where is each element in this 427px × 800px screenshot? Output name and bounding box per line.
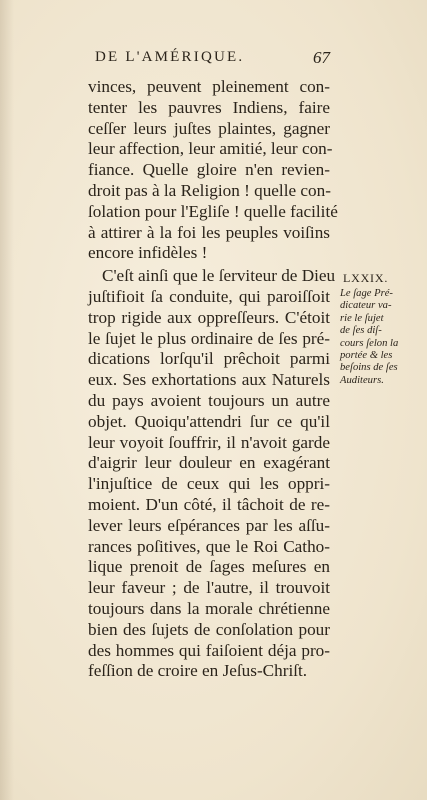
body-line: lique prenoit de ſages meſures en [88,557,330,577]
running-title: DE L'AMÉRIQUE. [95,49,245,65]
margin-note [340,271,420,387]
margin-note-line: beſoins de ſes [340,362,398,374]
margin-note-line: Le ſage Pré- [340,288,393,299]
body-line: d'aigrir leur douleur en exagérant [88,453,330,473]
body-line: encore infidèles ! [88,243,208,263]
body-line: rances poſitives, que le Roi Catho- [88,536,330,556]
body-line: l'injuſtice de ceux qui les oppri- [88,474,330,494]
margin-note-line: rie le ſujet [340,312,384,324]
page-header [95,49,330,69]
body-line: ſolation pour l'Egliſe ! quelle facilité [88,201,338,221]
margin-note-line: cours ſelon la [340,337,399,349]
body-line: lever leurs eſpérances par les aſſu- [88,515,330,535]
body-line: leur affection, leur amitié, leur con- [88,139,333,159]
section-number: LXXIX. [343,271,389,285]
body-line: feſſion de croire en Jeſus-Chriſt. [88,661,308,681]
body-line: dications lorſqu'il prêchoit parmi [88,349,330,369]
body-line: bien des ſujets de conſolation pour [88,619,330,639]
body-line: juſtifioit ſa conduite, qui paroiſſoit [88,286,330,306]
body-line: C'eſt ainſi que le ſerviteur de Dieu [102,266,336,286]
body-line: toujours dans la morale chrétienne [88,598,330,618]
body-line: droit pas à la Religion ! quelle con- [88,180,331,200]
body-line: leur voyoit ſouffrir, il n'avoit garde [88,432,330,452]
body-line: ceſſer leurs juſtes plaintes, gagner [88,118,330,138]
margin-note-line: dicateur va- [340,300,392,312]
body-line: leur faveur ; de l'autre, il trouvoit [88,578,330,598]
body-line: du pays avoient toujours un autre [88,390,330,410]
margin-note-line: portée & les [340,350,393,362]
margin-note-line: Auditeurs. [340,374,384,386]
body-line: tenter les pauvres Indiens, faire [88,97,330,117]
body-line: vinces, peuvent pleinement con- [88,77,330,96]
body-line: moient. D'un côté, il tâchoit de re- [88,494,330,514]
body-line: des hommes qui faiſoient déja pro- [88,640,330,660]
margin-note-line: de ſes diſ- [340,325,382,337]
body-line: à attirer à la foi les peuples voiſins [88,222,330,242]
gutter-shadow [0,0,14,800]
body-line: fiance. Quelle gloire n'en revien- [88,160,330,180]
body-line: eux. Ses exhortations aux Naturels [88,370,330,390]
body-text [88,77,338,682]
body-line: trop rigide aux oppreſſeurs. C'étoit [88,307,330,327]
page-number: 67 [313,48,330,67]
body-line: le ſujet le plus ordinaire de ſes pré- [88,328,330,348]
body-line: objet. Quoiqu'attendri ſur ce qu'il [88,411,330,431]
